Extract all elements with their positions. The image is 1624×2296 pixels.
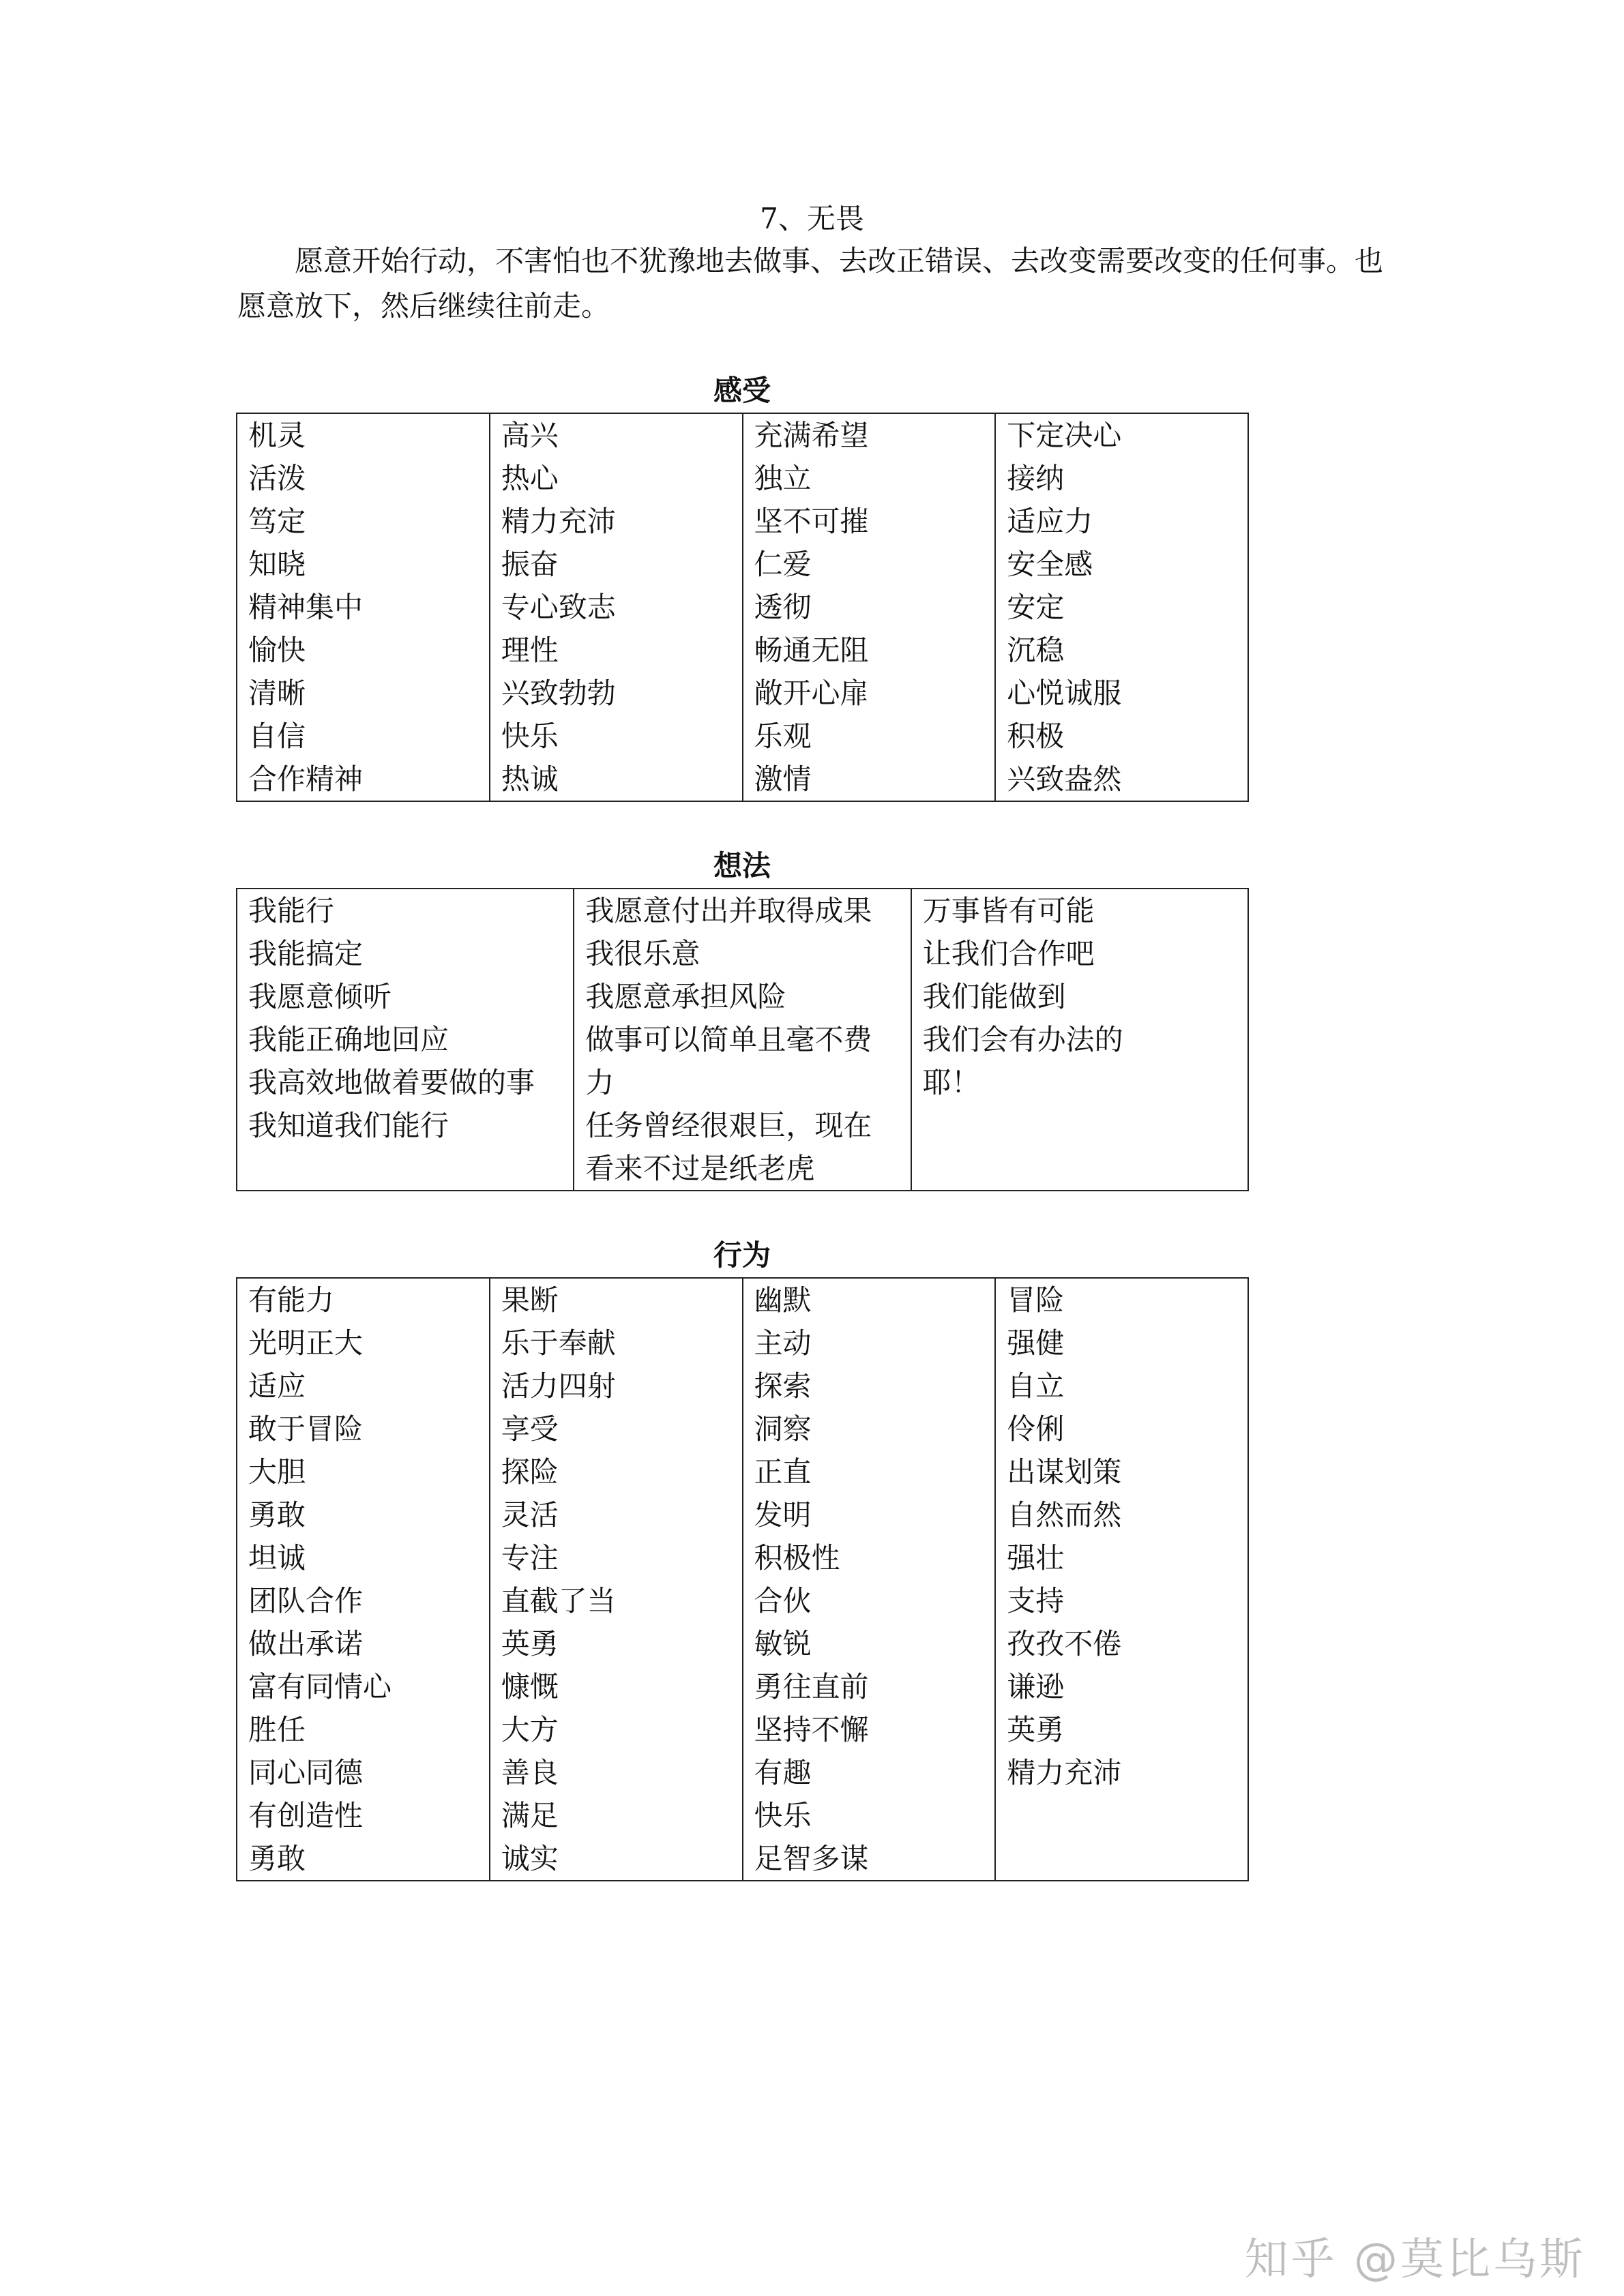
thoughts-table <box>236 888 1249 1191</box>
cell-text: 享受 <box>501 1412 559 1446</box>
cell-text: 接纳 <box>1007 462 1065 495</box>
cell-text: 机灵 <box>248 419 306 452</box>
watermark-text: 知乎 @莫比乌斯 <box>1244 2235 1586 2285</box>
cell-text: 足智多谋 <box>754 1842 869 1875</box>
section-title-behaviors: 行为 <box>713 1238 771 1272</box>
cell-text: 大方 <box>501 1713 559 1746</box>
page-title: 7、无畏 <box>760 202 864 235</box>
cell-text: 力 <box>585 1066 615 1099</box>
cell-text: 积极性 <box>754 1541 840 1575</box>
cell-text: 我们会有办法的 <box>922 1023 1123 1056</box>
cell-text: 沉稳 <box>1007 633 1065 667</box>
cell-text: 勇敢 <box>248 1498 306 1532</box>
cell-text: 主动 <box>754 1326 812 1360</box>
cell-text: 光明正大 <box>248 1326 364 1360</box>
cell-text: 我愿意倾听 <box>248 980 392 1013</box>
cell-text: 我高效地做着要做的事 <box>248 1066 535 1099</box>
cell-text: 坚持不懈 <box>754 1713 869 1746</box>
behaviors-column <box>995 1278 1248 1881</box>
behaviors-table <box>236 1277 1249 1881</box>
cell-text: 冒险 <box>1007 1283 1065 1317</box>
cell-text: 看来不过是纸老虎 <box>585 1152 815 1185</box>
cell-text: 万事皆有可能 <box>922 894 1095 927</box>
cell-text: 我知道我们能行 <box>248 1109 449 1142</box>
thoughts-column <box>237 889 574 1191</box>
cell-text: 笃定 <box>248 505 306 538</box>
cell-text: 勇往直前 <box>754 1670 869 1703</box>
cell-text: 同心同德 <box>248 1756 364 1789</box>
behaviors-column <box>237 1278 490 1881</box>
cell-text: 善良 <box>501 1756 559 1789</box>
cell-text: 勇敢 <box>248 1842 306 1875</box>
cell-text: 孜孜不倦 <box>1007 1627 1122 1660</box>
cell-text: 仁爱 <box>754 548 812 581</box>
cell-text: 精力充沛 <box>1007 1756 1122 1789</box>
feelings-column <box>995 413 1248 801</box>
feelings-table <box>236 413 1249 802</box>
table-row <box>237 889 1248 1191</box>
cell-text: 激情 <box>754 762 812 796</box>
cell-text: 理性 <box>501 633 559 667</box>
feelings-column <box>743 413 996 801</box>
cell-text: 做事可以简单且毫不费 <box>585 1023 872 1056</box>
cell-text: 安全感 <box>1007 548 1093 581</box>
cell-text: 果断 <box>501 1283 559 1317</box>
cell-text: 心悦诚服 <box>1007 676 1122 710</box>
table-row <box>237 1278 1248 1881</box>
cell-text: 幽默 <box>754 1283 812 1317</box>
table-row <box>237 413 1248 801</box>
cell-text: 直截了当 <box>501 1584 616 1617</box>
cell-text: 任务曾经很艰巨，现在 <box>585 1109 872 1142</box>
cell-text: 敏锐 <box>754 1627 812 1660</box>
cell-text: 我很乐意 <box>585 937 700 970</box>
cell-text: 畅通无阻 <box>754 633 869 667</box>
cell-text: 振奋 <box>501 548 559 581</box>
cell-text: 我愿意付出并取得成果 <box>585 894 872 927</box>
cell-text: 合伙 <box>754 1584 812 1617</box>
cell-text: 团队合作 <box>248 1584 364 1617</box>
cell-text: 自信 <box>248 719 306 753</box>
cell-text: 让我们合作吧 <box>922 937 1095 970</box>
intro-paragraph: 愿意开始行动，不害怕也不犹豫地去做事、去改正错误、去改变需要改变的任何事。也愿意放下，然后继续往前走。 <box>237 244 1384 323</box>
cell-text: 发明 <box>754 1498 812 1532</box>
cell-text: 有创造性 <box>248 1799 364 1832</box>
cell-text: 我愿意承担风险 <box>585 980 786 1013</box>
cell-text: 我能正确地回应 <box>248 1023 449 1056</box>
section-title-thoughts: 想法 <box>713 849 771 882</box>
cell-text: 敞开心扉 <box>754 676 869 710</box>
cell-text: 乐观 <box>754 719 812 753</box>
cell-text: 知晓 <box>248 548 306 581</box>
cell-text: 支持 <box>1007 1584 1065 1617</box>
cell-text: 积极 <box>1007 719 1065 753</box>
cell-text: 精神集中 <box>248 591 364 624</box>
cell-text: 敢于冒险 <box>248 1412 364 1446</box>
cell-text: 快乐 <box>754 1799 812 1832</box>
cell-text: 英勇 <box>1007 1713 1065 1746</box>
cell-text: 我们能做到 <box>922 980 1066 1013</box>
feelings-column <box>490 413 743 801</box>
cell-text: 乐于奉献 <box>501 1326 616 1360</box>
cell-text: 坦诚 <box>248 1541 306 1575</box>
cell-text: 有能力 <box>248 1283 335 1317</box>
cell-text: 满足 <box>501 1799 559 1832</box>
cell-text: 合作精神 <box>248 762 364 796</box>
cell-text: 出谋划策 <box>1007 1455 1122 1489</box>
cell-text: 探索 <box>754 1369 812 1403</box>
cell-text: 耶！ <box>922 1066 980 1099</box>
cell-text: 清晰 <box>248 676 306 710</box>
cell-text: 谦逊 <box>1007 1670 1065 1703</box>
section-title-feelings: 感受 <box>713 374 771 407</box>
cell-text: 强健 <box>1007 1326 1065 1360</box>
cell-text: 有趣 <box>754 1756 812 1789</box>
cell-text: 快乐 <box>501 719 559 753</box>
cell-text: 洞察 <box>754 1412 812 1446</box>
cell-text: 专注 <box>501 1541 559 1575</box>
cell-text: 高兴 <box>501 419 559 452</box>
cell-text: 精力充沛 <box>501 505 616 538</box>
behaviors-column <box>743 1278 996 1881</box>
cell-text: 热诚 <box>501 762 559 796</box>
cell-text: 下定决心 <box>1007 419 1122 452</box>
cell-text: 做出承诺 <box>248 1627 364 1660</box>
cell-text: 我能行 <box>248 894 335 927</box>
cell-text: 探险 <box>501 1455 559 1489</box>
cell-text: 英勇 <box>501 1627 559 1660</box>
cell-text: 透彻 <box>754 591 812 624</box>
cell-text: 强壮 <box>1007 1541 1065 1575</box>
cell-text: 独立 <box>754 462 812 495</box>
cell-text: 正直 <box>754 1455 812 1489</box>
cell-text: 安定 <box>1007 591 1065 624</box>
cell-text: 我能搞定 <box>248 937 364 970</box>
cell-text: 兴致勃勃 <box>501 676 616 710</box>
cell-text: 愉快 <box>248 633 306 667</box>
cell-text: 诚实 <box>501 1842 559 1875</box>
thoughts-column <box>911 889 1248 1191</box>
cell-text: 胜任 <box>248 1713 306 1746</box>
behaviors-column <box>490 1278 743 1881</box>
cell-text: 适应 <box>248 1369 306 1403</box>
cell-text: 坚不可摧 <box>754 505 869 538</box>
cell-text: 大胆 <box>248 1455 306 1489</box>
cell-text: 富有同情心 <box>248 1670 392 1703</box>
thoughts-column <box>574 889 911 1191</box>
cell-text: 活泼 <box>248 462 306 495</box>
cell-text: 伶俐 <box>1007 1412 1065 1446</box>
cell-text: 适应力 <box>1007 505 1093 538</box>
cell-text: 兴致盎然 <box>1007 762 1122 796</box>
cell-text: 充满希望 <box>754 419 869 452</box>
feelings-column <box>237 413 490 801</box>
cell-text: 慷慨 <box>501 1670 559 1703</box>
cell-text: 自然而然 <box>1007 1498 1122 1532</box>
cell-text: 活力四射 <box>501 1369 616 1403</box>
cell-text: 灵活 <box>501 1498 559 1532</box>
cell-text: 专心致志 <box>501 591 616 624</box>
cell-text: 热心 <box>501 462 559 495</box>
cell-text: 自立 <box>1007 1369 1065 1403</box>
